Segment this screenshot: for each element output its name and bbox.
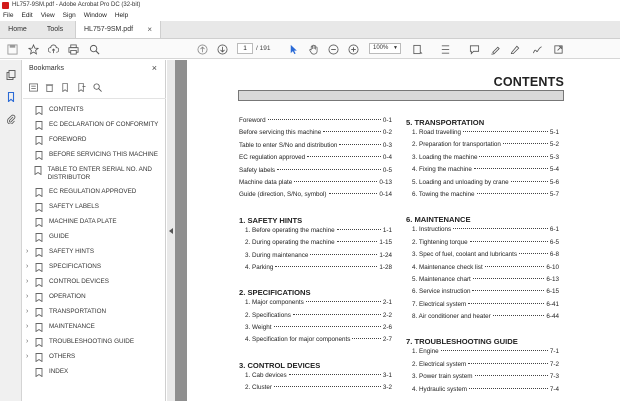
bookmark-icon — [35, 263, 43, 272]
bookmark-label: TRANSPORTATION — [49, 308, 107, 315]
toc-entry-text: 6. Service instruction — [412, 288, 471, 296]
bookmark-icon — [35, 121, 43, 130]
toc-entry-text: 4. Fixing the machine — [412, 166, 472, 174]
toc-entry-page: 6-41 — [546, 300, 559, 308]
menu-sign[interactable]: Sign — [62, 12, 76, 19]
toc-section — [406, 117, 559, 214]
toc-entry[interactable] — [239, 299, 392, 311]
window-title: HL757-9SM.pdf - Adobe Acrobat Pro DC (32-bit) — [12, 2, 141, 8]
toc-entry[interactable] — [406, 141, 559, 153]
page-fit-icon[interactable] — [410, 42, 424, 56]
toc-section — [239, 215, 392, 288]
toc-entry[interactable] — [406, 301, 559, 313]
toc-entry-page: 3-2 — [382, 384, 392, 392]
toc-entry-page: 7-3 — [549, 373, 559, 381]
dot-leader — [453, 228, 548, 229]
dot-leader — [463, 131, 548, 132]
bookmarks-panel-icon[interactable] — [4, 90, 18, 104]
toc-entry[interactable] — [406, 348, 559, 360]
toc-entry[interactable] — [239, 117, 392, 129]
bookmark-icon — [35, 323, 43, 332]
bookmarks-toolbar — [29, 82, 102, 94]
toc-entry[interactable] — [239, 252, 392, 264]
toc-entry[interactable] — [239, 239, 392, 251]
toc-entry-text: 2. Specifications — [245, 311, 291, 319]
tab-tools[interactable]: Tools — [46, 26, 64, 33]
toc-section-title[interactable]: 7. TROUBLESHOOTING GUIDE — [406, 337, 518, 347]
toc-entry-page: 6-8 — [549, 251, 559, 259]
toc-entry[interactable] — [239, 384, 392, 396]
toc-entry-text: 8. Air conditioner and heater — [412, 313, 491, 321]
toc-entry[interactable] — [239, 154, 392, 166]
toc-entry-page: 7-2 — [549, 360, 559, 368]
toc-entry-text: 4. Maintenance check list — [412, 263, 483, 271]
toc-entry-text: 4. Hydraulic system — [412, 385, 467, 393]
toc-section-title[interactable]: 3. CONTROL DEVICES — [239, 360, 321, 370]
save-icon[interactable] — [5, 42, 19, 56]
toc-entry-page: 6-13 — [546, 275, 559, 283]
toc-entry-page: 0-14 — [379, 191, 392, 199]
dot-leader — [473, 278, 545, 279]
toc-entry[interactable] — [239, 372, 392, 384]
chevron-down-icon: ▼ — [393, 45, 398, 51]
dot-leader — [289, 374, 381, 375]
bookmark-list — [23, 103, 166, 380]
delete-bookmark-icon[interactable] — [45, 83, 54, 94]
toc-entry-text: 2. Preparation for transportation — [412, 141, 501, 149]
zoom-out-icon[interactable] — [326, 42, 340, 56]
print-icon[interactable] — [66, 42, 80, 56]
bookmark-item[interactable] — [23, 118, 166, 133]
toc-entry[interactable] — [239, 129, 392, 141]
upload-icon[interactable] — [46, 42, 60, 56]
bookmark-item[interactable] — [23, 133, 166, 148]
highlight-pen-icon[interactable] — [488, 42, 502, 56]
title-bar — [0, 0, 620, 10]
menu-file[interactable]: File — [3, 12, 14, 19]
toc-entry-text: 4. Parking — [245, 263, 274, 271]
toc-entry-text: 3. Power train system — [412, 373, 473, 381]
toc-entry[interactable] — [239, 264, 392, 276]
toc-section-title[interactable]: 5. TRANSPORTATION — [406, 118, 485, 127]
bookmark-item[interactable] — [23, 365, 166, 380]
dot-leader — [352, 338, 381, 339]
sign-icon[interactable] — [508, 42, 522, 56]
chevron-right-icon[interactable]: › — [26, 338, 29, 345]
dot-leader — [472, 290, 544, 291]
chevron-right-icon[interactable]: › — [26, 308, 29, 315]
toc-entry-text: 3. During maintenance — [245, 251, 309, 259]
toc-entry-text: 1. Cab devices — [245, 371, 287, 379]
toc-entry-text: 5. Maintenance chart — [412, 275, 471, 283]
hand-tool-icon[interactable] — [306, 42, 320, 56]
toc-entry-text: 7. Electrical system — [412, 300, 467, 308]
toc-entry[interactable] — [406, 361, 559, 373]
dot-leader — [470, 241, 548, 242]
bookmark-item[interactable] — [23, 215, 166, 230]
menu-bar — [0, 10, 620, 21]
page-number-input[interactable]: 1 — [237, 43, 253, 54]
bookmark-icon — [35, 308, 43, 317]
toc-entry[interactable] — [239, 142, 392, 154]
bookmark-icon — [35, 151, 43, 160]
toc-entry-page: 6-44 — [546, 313, 559, 321]
toc-entry[interactable] — [406, 191, 559, 203]
bookmark-item[interactable] — [23, 185, 166, 200]
toc-entry-page: 1-24 — [379, 251, 392, 259]
toc-entry-text: 1. Engine — [412, 348, 439, 356]
dot-leader — [294, 181, 377, 182]
toc-entry-text: 6. Towing the machine — [412, 190, 475, 198]
tab-document[interactable] — [75, 21, 161, 38]
dot-leader — [339, 144, 381, 145]
toc-entry-text: Machine data plate — [239, 178, 293, 186]
toc-entry-page: 2-1 — [382, 299, 392, 307]
close-tab-icon[interactable]: × — [147, 25, 152, 34]
toc-entry-text: 5. Loading and unloading by crane — [412, 178, 509, 186]
dot-leader — [274, 386, 381, 387]
toc-section-title[interactable]: 1. SAFETY HINTS — [239, 215, 303, 225]
pdf-page — [187, 60, 620, 401]
dot-leader — [329, 193, 378, 194]
chevron-right-icon[interactable]: › — [26, 353, 29, 360]
toc-entry[interactable] — [239, 336, 392, 348]
menu-window[interactable]: Window — [83, 12, 107, 19]
acrobat-icon — [2, 2, 9, 9]
share-icon[interactable] — [551, 42, 565, 56]
bookmark-label: MACHINE DATA PLATE — [49, 218, 117, 225]
bookmark-label: OPERATION — [49, 293, 86, 300]
heading-bar — [238, 90, 564, 101]
section-gap — [239, 349, 392, 360]
dot-leader — [468, 303, 544, 304]
toc-entry-page: 3-1 — [382, 371, 392, 379]
bookmark-icon — [35, 218, 43, 227]
bookmark-label: EC REGULATION APPROVED — [49, 188, 137, 195]
select-cursor-icon[interactable] — [286, 42, 300, 56]
dot-leader — [519, 253, 548, 254]
chevron-right-icon[interactable]: › — [26, 323, 29, 330]
dot-leader — [310, 254, 377, 255]
bookmark-item[interactable] — [23, 305, 166, 320]
toc-section — [239, 360, 392, 397]
toc-entry-text: Table to enter S/No and distribution — [239, 141, 338, 149]
toc-section — [239, 117, 392, 215]
toolbar — [0, 39, 620, 59]
bookmark-icon — [35, 136, 43, 145]
toc-section — [239, 287, 392, 360]
toc-entry-text: Safety labels — [239, 166, 276, 174]
dot-leader — [511, 181, 548, 182]
tab-home[interactable]: Home — [8, 26, 27, 33]
dot-leader — [441, 350, 548, 351]
toc-entry[interactable] — [239, 167, 392, 179]
dot-leader — [274, 326, 381, 327]
bookmark-label: BEFORE SERVICING THIS MACHINE — [49, 151, 158, 158]
section-gap — [239, 276, 392, 287]
toc-entry-page: 5-6 — [549, 178, 559, 186]
bookmark-label: CONTROL DEVICES — [49, 278, 109, 285]
bookmark-label: FOREWORD — [49, 136, 87, 143]
toc-entry-text: 2. Tightening torque — [412, 238, 468, 246]
toc-entry[interactable] — [406, 251, 559, 263]
zoom-level-value: 100% — [373, 45, 389, 51]
chevron-right-icon[interactable]: › — [26, 248, 29, 255]
bookmark-label: CONTENTS — [49, 106, 84, 113]
bookmark-icon — [35, 278, 43, 287]
divider — [23, 98, 166, 99]
toc-entry-page: 6-1 — [549, 226, 559, 234]
search-icon[interactable] — [87, 42, 101, 56]
toc-entry-page: 5-1 — [549, 129, 559, 136]
toc-entry[interactable] — [406, 166, 559, 178]
bookmark-icon — [35, 233, 43, 242]
zoom-in-icon[interactable] — [346, 42, 360, 56]
bookmark-options-icon[interactable] — [29, 83, 38, 94]
toc-entry-text: 3. Spec of fuel, coolant and lubricants — [412, 251, 518, 259]
section-gap — [239, 204, 392, 215]
bookmark-icon — [35, 106, 43, 115]
previous-page-icon[interactable] — [195, 42, 209, 56]
toc-entry-text: 3. Weight — [245, 324, 272, 332]
page-thumbnails-icon[interactable] — [4, 68, 18, 82]
tab-document-label: HL757-9SM.pdf — [84, 26, 134, 33]
toc-entry-text: 1. Major components — [245, 299, 304, 307]
toc-entry-text: 2. Electrical system — [412, 360, 467, 368]
menu-view[interactable]: View — [40, 12, 55, 19]
toc-entry-page: 0-1 — [382, 117, 392, 124]
bookmarks-panel — [23, 60, 166, 401]
toc-entry-text: 1. Instructions — [412, 226, 452, 234]
toc-entry-page: 0-5 — [382, 166, 392, 174]
toc-entry-text: EC regulation approved — [239, 154, 306, 162]
chevron-right-icon[interactable]: › — [26, 293, 29, 300]
page-heading: CONTENTS — [493, 75, 564, 89]
toc-entry-page: 0-13 — [379, 178, 392, 186]
toc-entry[interactable] — [406, 373, 559, 385]
toc-entry[interactable] — [406, 288, 559, 300]
bookmark-item[interactable] — [23, 260, 166, 275]
toc-entry-text: 2. Cluster — [245, 384, 272, 392]
bookmark-item[interactable] — [23, 103, 166, 118]
dot-leader — [307, 156, 381, 157]
bookmark-label: GUIDE — [49, 233, 69, 240]
toc-section — [406, 336, 559, 398]
toc-entry-page: 6-10 — [546, 263, 559, 271]
toc-entry-page: 0-3 — [382, 141, 392, 149]
bookmark-label: SAFETY HINTS — [49, 248, 95, 255]
bookmark-item[interactable] — [23, 350, 166, 365]
dot-leader — [474, 168, 548, 169]
toc-entry-page: 6-15 — [546, 288, 559, 296]
bookmark-label: INDEX — [49, 368, 69, 375]
toc-entry-page: 0-4 — [382, 154, 392, 162]
bookmarks-panel-title: Bookmarks — [29, 65, 65, 72]
bookmark-icon — [35, 188, 43, 197]
tab-bar — [0, 21, 620, 39]
dot-leader — [323, 131, 381, 132]
bookmark-item[interactable] — [23, 320, 166, 335]
toc-entry-page: 5-2 — [549, 141, 559, 149]
menu-edit[interactable]: Edit — [21, 12, 33, 19]
dot-leader — [503, 143, 548, 144]
toc-entry[interactable] — [406, 239, 559, 251]
toc-entry[interactable] — [406, 179, 559, 191]
star-icon[interactable] — [26, 42, 40, 56]
toc-entry[interactable] — [406, 264, 559, 276]
find-bookmark-icon[interactable] — [93, 83, 102, 94]
bookmark-item[interactable] — [23, 200, 166, 215]
dot-leader — [493, 315, 545, 316]
bookmark-item[interactable] — [23, 163, 166, 185]
bookmark-item[interactable] — [23, 148, 166, 163]
bookmark-icon — [35, 293, 43, 302]
fill-sign-icon[interactable] — [530, 42, 544, 56]
dot-leader — [293, 314, 381, 315]
zoom-level-select[interactable] — [369, 43, 401, 54]
toc-entry[interactable] — [406, 129, 559, 141]
toc-entry-text: 2. During operating the machine — [245, 239, 335, 247]
toc-entry-page: 1-1 — [382, 226, 392, 234]
toc-entry-page: 1-15 — [379, 239, 392, 247]
toc-entry-page: 5-7 — [549, 190, 559, 198]
new-bookmark-icon[interactable] — [61, 83, 70, 94]
chevron-right-icon[interactable]: › — [26, 263, 29, 270]
toc-entry-page: 2-7 — [382, 336, 392, 344]
toc-entry-text: 1. Before operating the machine — [245, 226, 335, 234]
collapse-arrow-icon — [169, 228, 173, 234]
dot-leader — [475, 375, 548, 376]
bookmark-item[interactable] — [23, 290, 166, 305]
dot-leader — [337, 229, 381, 230]
bookmark-icon — [35, 203, 43, 212]
bookmark-icon — [34, 166, 42, 175]
toc-entry-text: Guide (direction, S/No, symbol) — [239, 191, 327, 199]
dot-leader — [477, 193, 548, 194]
next-page-icon[interactable] — [215, 42, 229, 56]
dot-leader — [479, 156, 547, 157]
document-view[interactable] — [175, 60, 620, 401]
toc-entry[interactable] — [239, 324, 392, 336]
dot-leader — [469, 388, 548, 389]
toc-entry-text: 1. Road travelling — [412, 129, 462, 136]
dot-leader — [485, 266, 545, 267]
bookmark-item[interactable] — [23, 245, 166, 260]
navigation-rail — [0, 60, 22, 401]
toc-right-column — [406, 117, 559, 398]
toc-entry[interactable] — [406, 386, 559, 398]
toc-entry[interactable] — [406, 276, 559, 288]
toc-left-column — [239, 117, 392, 397]
toc-entry-page: 2-2 — [382, 311, 392, 319]
toc-entry-page: 7-1 — [549, 348, 559, 356]
toc-entry-page: 1-28 — [379, 263, 392, 271]
dot-leader — [277, 169, 381, 170]
section-gap — [406, 325, 559, 336]
bookmark-label: TABLE TO ENTER SERIAL NO. AND DISTRIBUTOR — [47, 166, 152, 181]
section-gap — [406, 203, 559, 214]
toc-entry-text: 3. Loading the machine — [412, 153, 478, 161]
menu-help[interactable]: Help — [114, 12, 129, 19]
dot-leader — [337, 241, 378, 242]
toc-entry[interactable] — [239, 227, 392, 239]
bookmark-icon — [35, 248, 43, 257]
bookmark-label: SAFETY LABELS — [49, 203, 99, 210]
toc-section — [406, 214, 559, 336]
dot-leader — [306, 301, 381, 302]
bookmark-icon — [35, 368, 43, 377]
bookmark-label: EC DECLARATION OF CONFORMITY — [49, 121, 159, 128]
toc-entry-page: 2-6 — [382, 324, 392, 332]
bookmark-label: SPECIFICATIONS — [49, 263, 102, 270]
bookmark-item[interactable] — [23, 230, 166, 245]
toc-entry-text: 4. Specification for major components — [245, 336, 351, 344]
toc-entry-page: 7-4 — [549, 385, 559, 393]
bookmark-label: TROUBLESHOOTING GUIDE — [49, 338, 135, 345]
toc-entry-page: 5-4 — [549, 166, 559, 174]
toc-entry[interactable] — [239, 312, 392, 324]
scroll-mode-icon[interactable] — [438, 42, 452, 56]
close-panel-icon[interactable]: × — [151, 63, 157, 73]
dot-leader — [468, 363, 548, 364]
toc-entry-text: Foreword — [239, 117, 266, 124]
bookmark-icon — [35, 353, 43, 362]
toc-entry[interactable] — [406, 154, 559, 166]
expand-bookmark-icon[interactable] — [77, 83, 86, 94]
toc-entry[interactable] — [239, 179, 392, 191]
panel-collapse-handle[interactable] — [167, 60, 175, 401]
bookmark-icon — [35, 338, 43, 347]
toc-entry[interactable] — [406, 226, 559, 238]
attachments-icon[interactable] — [4, 112, 18, 126]
toc-entry-page: 0-2 — [382, 129, 392, 137]
dot-leader — [268, 119, 381, 120]
toc-entry[interactable] — [239, 191, 392, 203]
toc-section-title[interactable]: 6. MAINTENANCE — [406, 215, 471, 225]
comment-icon[interactable] — [467, 42, 481, 56]
toc-entry-text: Before servicing this machine — [239, 129, 322, 137]
toc-entry-page: 6-5 — [549, 238, 559, 246]
bookmark-label: MAINTENANCE — [49, 323, 95, 330]
bookmark-item[interactable] — [23, 335, 166, 350]
toc-entry-page: 5-3 — [549, 153, 559, 161]
bookmark-item[interactable] — [23, 275, 166, 290]
dot-leader — [275, 266, 377, 267]
toc-section-title[interactable]: 2. SPECIFICATIONS — [239, 288, 311, 298]
chevron-right-icon[interactable]: › — [26, 278, 29, 285]
toc-entry[interactable] — [406, 313, 559, 325]
page-count: / 191 — [256, 45, 271, 52]
bookmark-label: OTHERS — [49, 353, 76, 360]
